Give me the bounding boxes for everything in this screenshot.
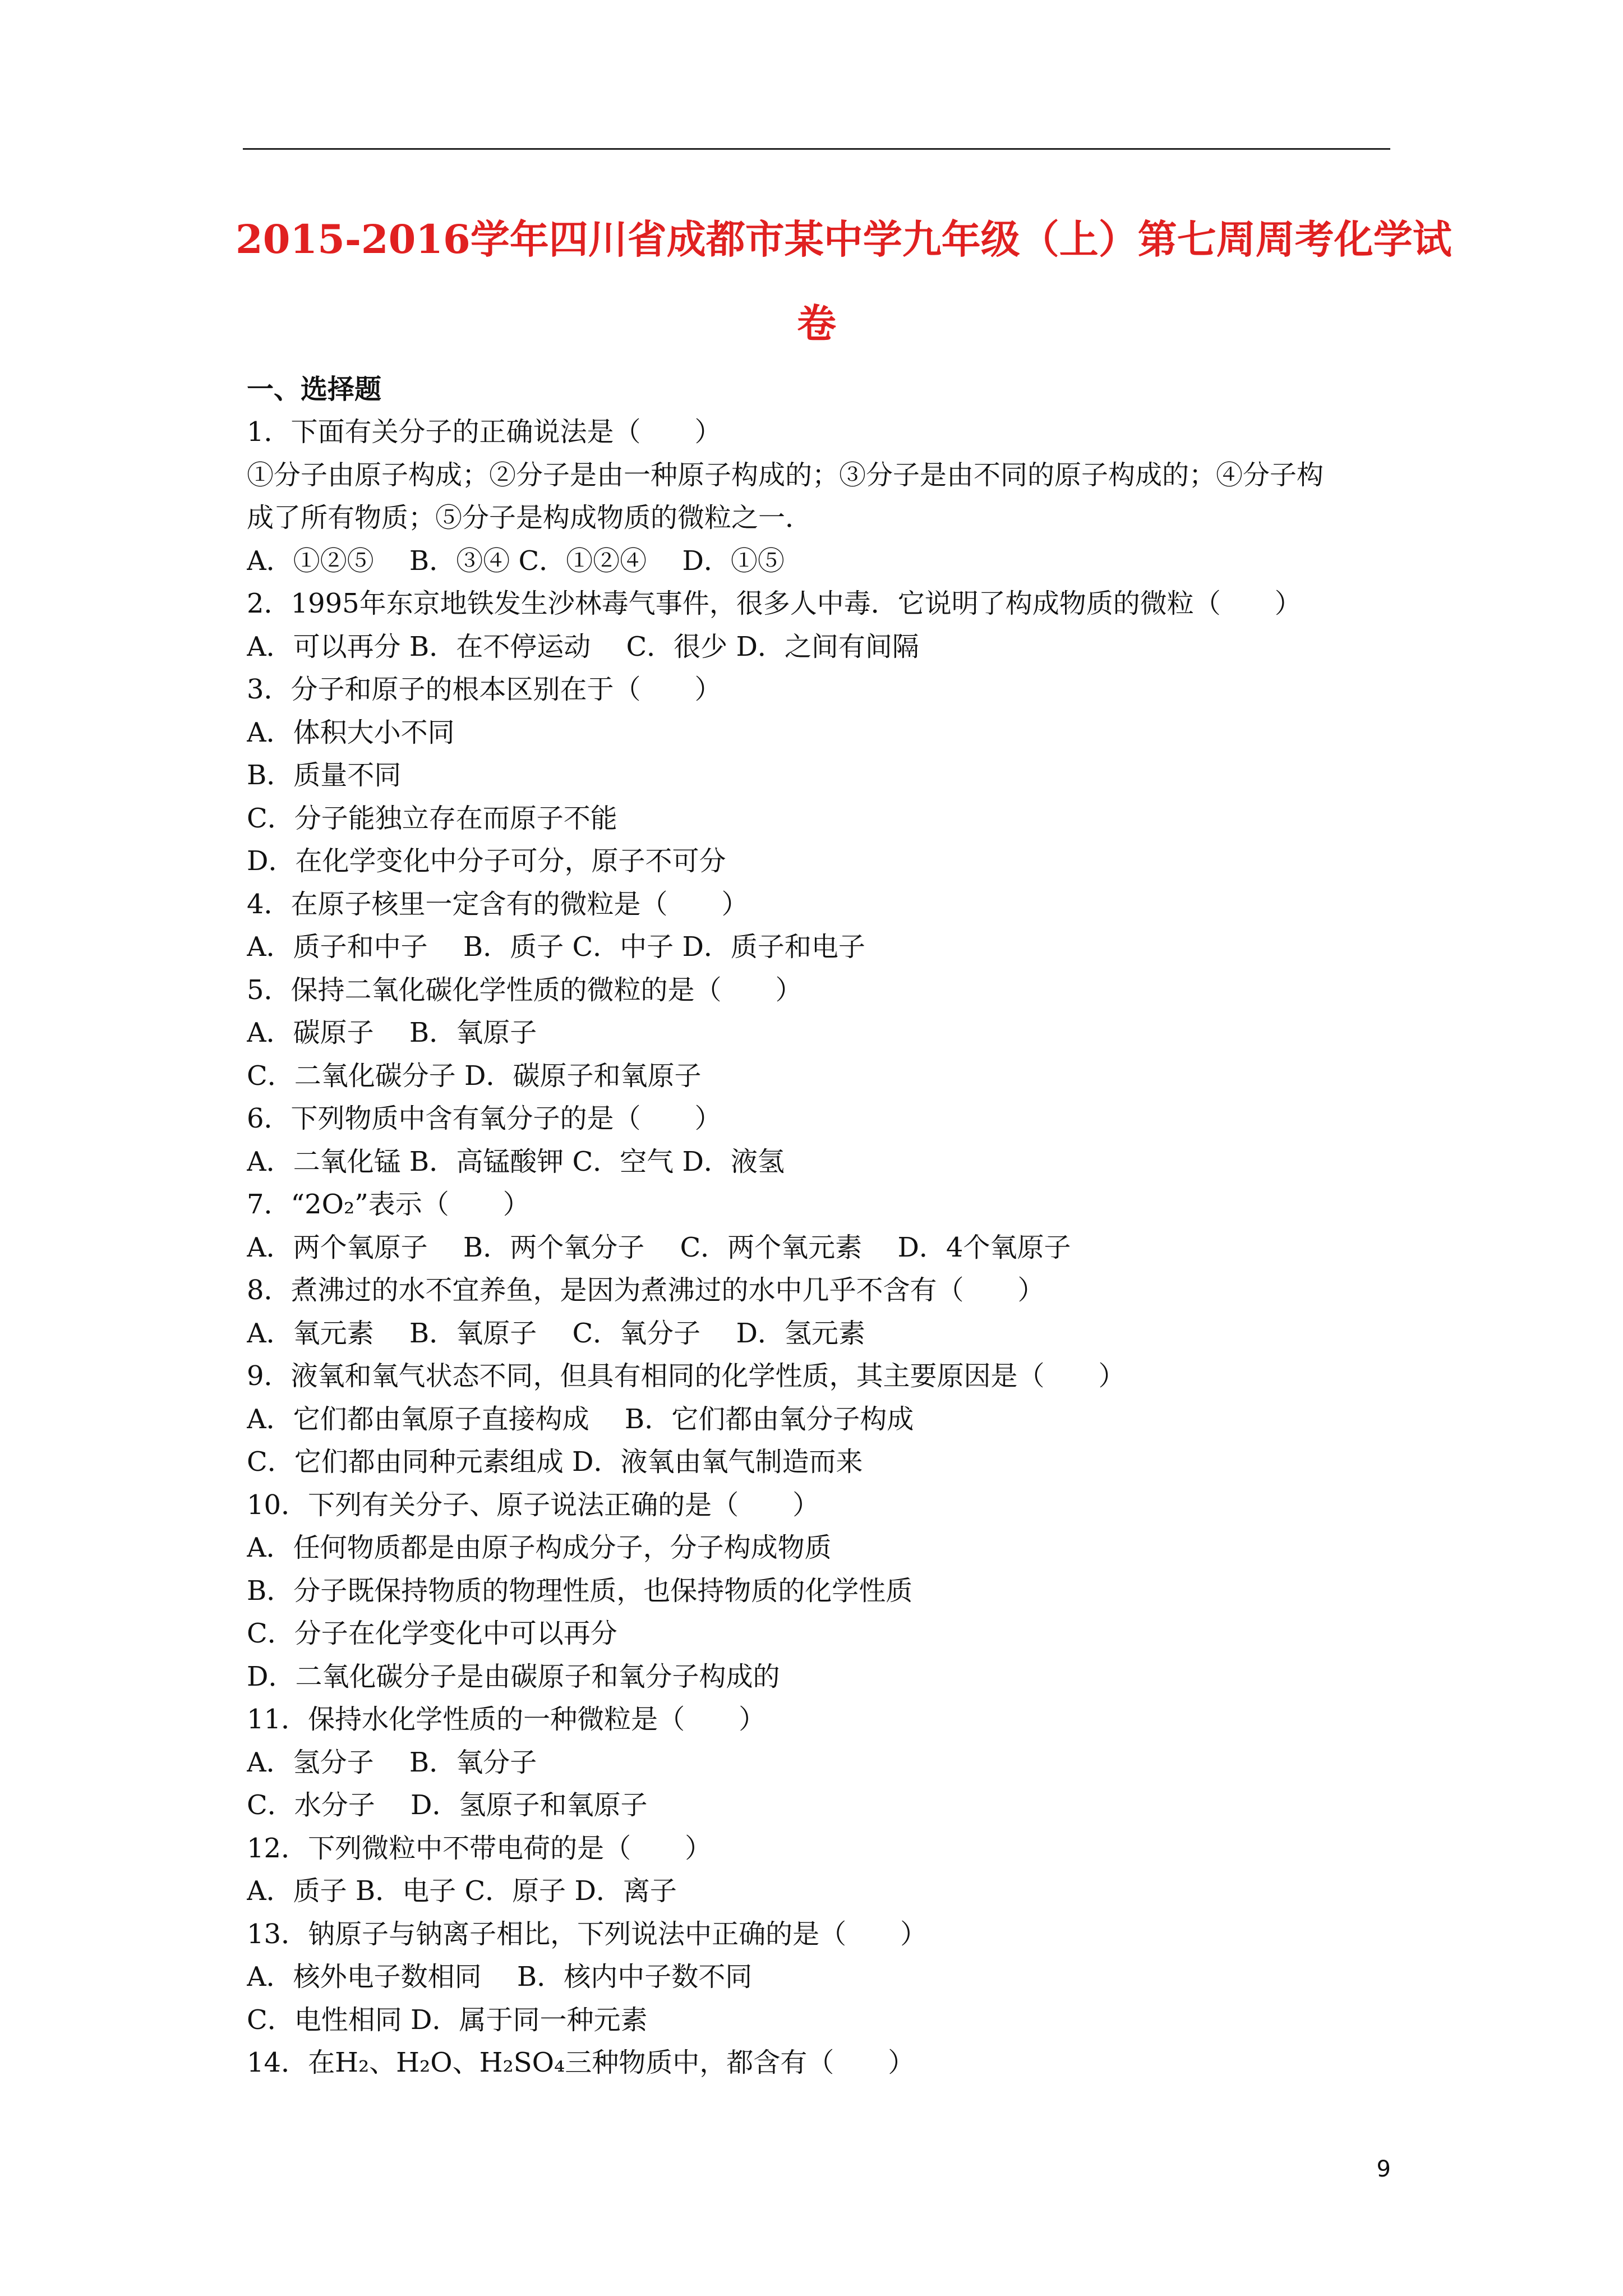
text-line: 1．下面有关分子的正确说法是（ ）	[247, 416, 722, 448]
text-line: 9．液氧和氧气状态不同，但具有相同的化学性质，其主要原因是（ ）	[247, 1360, 1126, 1392]
text-line: C．二氧化碳分子 D．碳原子和氧原子	[247, 1060, 702, 1092]
text-line: 8．煮沸过的水不宜养鱼，是因为煮沸过的水中几乎不含有（ ）	[247, 1274, 1045, 1306]
text-line: 成了所有物质；⑤分子是构成物质的微粒之一．	[247, 502, 813, 533]
text-line: A．它们都由氧原子直接构成 B．它们都由氧分子构成	[247, 1403, 914, 1435]
text-line: A．核外电子数相同 B．核内中子数不同	[247, 1961, 753, 1993]
page-title-line-2: 卷	[797, 300, 836, 347]
text-line: A．质子和中子 B．质子 C．中子 D．质子和电子	[247, 931, 865, 963]
page-number: 9	[1376, 2156, 1391, 2182]
header-rule	[243, 148, 1390, 150]
text-line: A．两个氧原子 B．两个氧分子 C．两个氧元素 D．4个氧原子	[247, 1231, 1071, 1263]
text-line: 12．下列微粒中不带电荷的是（ ）	[247, 1832, 712, 1864]
text-line: 14．在H₂、H₂O、H₂SO₄三种物质中，都含有（ ）	[247, 2047, 915, 2078]
text-line: 6．下列物质中含有氧分子的是（ ）	[247, 1103, 722, 1134]
text-line: D．二氧化碳分子是由碳原子和氧分子构成的	[247, 1660, 780, 1692]
text-line: 2．1995年东京地铁发生沙林毒气事件，很多人中毒．它说明了构成物质的微粒（ ）	[247, 588, 1302, 619]
text-line: B．质量不同	[247, 760, 402, 791]
text-line: A．氧元素 B．氧原子 C．氧分子 D．氢元素	[247, 1317, 865, 1349]
text-line: A．体积大小不同	[247, 716, 455, 748]
text-line: 7．“2O₂”表示（ ）	[247, 1189, 530, 1220]
text-line: A．①②⑤ B．③④ C．①②④ D．①⑤	[247, 545, 785, 577]
text-line: 10．下列有关分子、原子说法正确的是（ ）	[247, 1489, 820, 1521]
text-line: A．碳原子 B．氧原子	[247, 1017, 537, 1048]
text-line: 4．在原子核里一定含有的微粒是（ ）	[247, 888, 749, 920]
text-line: 11．保持水化学性质的一种微粒是（ ）	[247, 1704, 766, 1735]
text-line: C．分子在化学变化中可以再分	[247, 1618, 617, 1649]
text-line: 5．保持二氧化碳化学性质的微粒的是（ ）	[247, 974, 803, 1006]
text-line: 13．钠原子与钠离子相比，下列说法中正确的是（ ）	[247, 1918, 928, 1950]
text-line: 3．分子和原子的根本区别在于（ ）	[247, 674, 722, 705]
text-line: C．分子能独立存在而原子不能	[247, 802, 617, 834]
text-line: B．分子既保持物质的物理性质，也保持物质的化学性质	[247, 1575, 913, 1607]
text-line: C．电性相同 D．属于同一种元素	[247, 2004, 648, 2036]
question-list	[247, 368, 1391, 2085]
text-line: A．氢分子 B．氧分子	[247, 1746, 537, 1778]
text-line: A．二氧化锰 B．高锰酸钾 C．空气 D．液氢	[247, 1145, 785, 1177]
text-line: A．质子 B．电子 C．原子 D．离子	[247, 1875, 677, 1907]
text-line: C．水分子 D．氢原子和氧原子	[247, 1789, 648, 1821]
text-line: D．在化学变化中分子可分，原子不可分	[247, 845, 726, 877]
text-line: A．可以再分 B．在不停运动 C．很少 D．之间有间隔	[247, 631, 919, 662]
page-title-line-1: 2015-2016学年四川省成都市某中学九年级（上）第七周周考化学试	[236, 216, 1452, 263]
text-line: A．任何物质都是由原子构成分子，分子构成物质	[247, 1532, 832, 1563]
text-line: C．它们都由同种元素组成 D．液氧由氧气制造而来	[247, 1446, 863, 1478]
text-line: ①分子由原子构成；②分子是由一种原子构成的；③分子是由不同的原子构成的；④分子构	[247, 459, 1324, 491]
section-heading: 一、选择题	[247, 374, 382, 405]
